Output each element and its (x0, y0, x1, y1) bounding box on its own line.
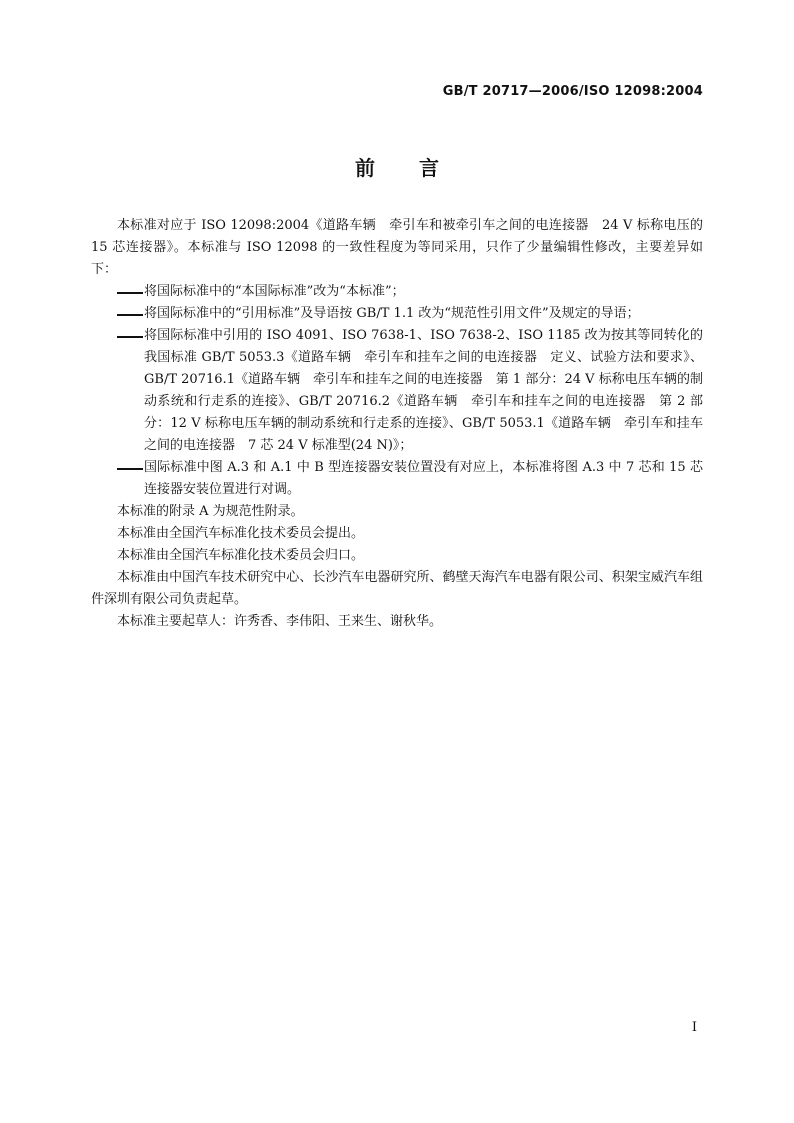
change-item (91, 281, 703, 303)
dash-marker (117, 303, 144, 325)
change-item-text: 将国际标准中的“本国际标准”改为“本标准”； (144, 284, 405, 299)
change-item (91, 303, 703, 325)
statement-drafting-units: 本标准由中国汽车技术研究中心、长沙汽车电器研究所、鹤壁天海汽车电器有限公司、积架宝威汽车组件深圳有限公司负责起草。 (91, 570, 703, 607)
statement-proposer: 本标准由全国汽车标准化技术委员会提出。 (117, 526, 365, 541)
dash-marker (117, 457, 144, 479)
page-number: I (691, 1020, 697, 1035)
intro-paragraph: 本标准对应于 ISO 12098:2004《道路车辆 牵引车和被牵引车之间的电连接器 24 V 标称电压的 15 芯连接器》。本标准与 ISO 12098 的一致性程度为等同采用，只作了少量编辑性修改，主要差异如下： (91, 218, 703, 277)
statement-drafters: 本标准主要起草人：许秀香、李伟阳、王来生、谢秋华。 (117, 614, 443, 629)
standard-number: GB/T 20717—2006/ISO 12098:2004 (442, 84, 703, 99)
change-item-text: 将国际标准中引用的 ISO 4091、ISO 7638-1、ISO 7638-2、ISO 1185 改为按其等同转化的我国标准 GB/T 5053.3《道路车辆 牵引车和挂车之间的电连接器 定义、试验方法和要求》、GB/T 20716.1《道路车辆 牵引车和挂车之间的电连接器 第 1 部分：24 V 标称电压车辆的制动系统和行走系的连接》、GB/T 20716.2《道路车辆 牵引车和挂车之间的电连接器 第 2 部分：12 V 标称电压车辆的制动系统和行走系的连接》、GB/T 5053.1《道路车辆 牵引车和挂车之间的电连接器 7 芯 24 V 标准型(24 N)》； (144, 328, 703, 453)
dash-marker (117, 281, 144, 303)
change-item (91, 325, 703, 457)
dash-marker (117, 325, 144, 347)
foreword-body (91, 215, 703, 633)
change-item-text: 国际标准中图 A.3 和 A.1 中 B 型连接器安装位置没有对应上，本标准将图 A.3 中 7 芯和 15 芯连接器安装位置进行对调。 (144, 460, 703, 497)
change-item (91, 457, 703, 501)
statement-annex: 本标准的附录 A 为规范性附录。 (117, 504, 304, 519)
page-title: 前言 (355, 156, 483, 180)
statement-administrator: 本标准由全国汽车标准化技术委员会归口。 (117, 548, 365, 563)
change-item-text: 将国际标准中的“引用标准”及导语按 GB/T 1.1 改为“规范性引用文件”及规定的导语； (144, 306, 640, 321)
